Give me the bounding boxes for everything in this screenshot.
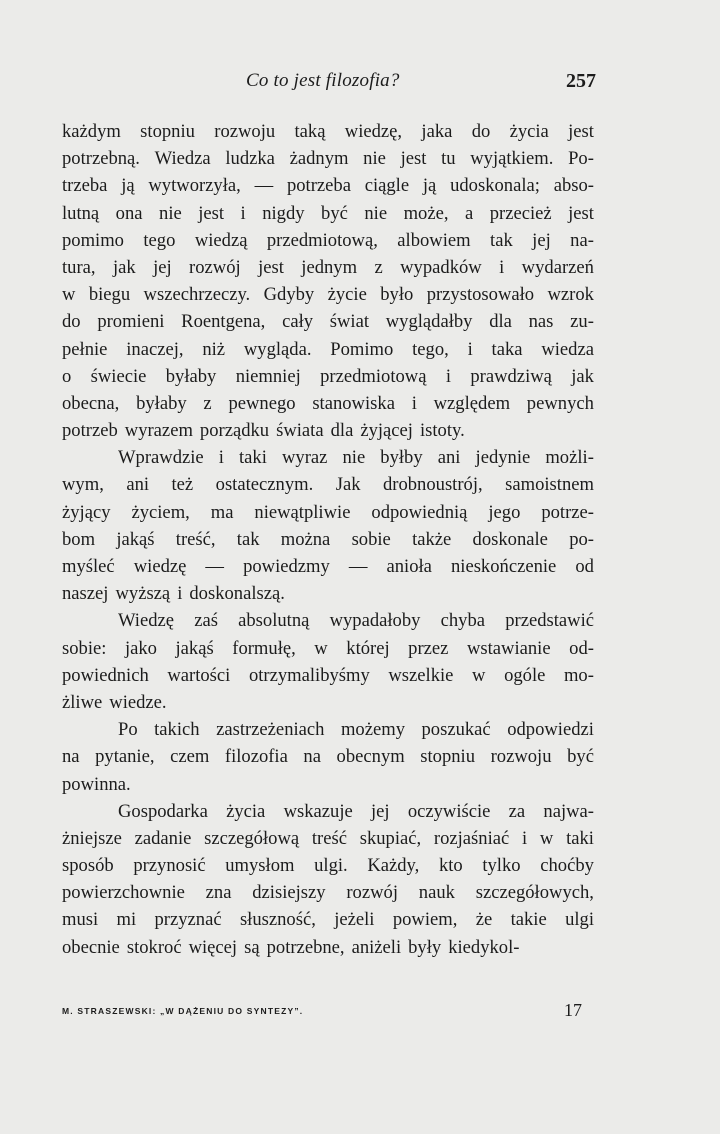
word: powierzchownie — [62, 882, 185, 904]
word: szczegółowych, — [475, 882, 594, 904]
word: niż — [202, 338, 226, 360]
word: powinna. — [62, 773, 131, 795]
word: przynosić — [133, 855, 206, 877]
word: w — [539, 827, 554, 849]
word: a — [464, 202, 474, 224]
word: przedmiotową, — [266, 229, 378, 251]
text-line — [62, 716, 594, 743]
text-line — [62, 662, 594, 689]
word: pomimo — [62, 229, 124, 251]
word: mo- — [563, 664, 594, 686]
word: odpowiedzi — [507, 719, 594, 741]
word: tego, — [412, 338, 449, 360]
word: otrzymalibyśmy — [248, 664, 370, 686]
word: samoistnem — [505, 474, 594, 496]
word: takie — [510, 909, 547, 931]
word: przedmiotową — [320, 365, 427, 387]
word: powiem, — [392, 909, 458, 931]
word: dla — [330, 420, 354, 442]
word: istoty. — [419, 420, 465, 442]
word: ciągle — [364, 175, 410, 197]
word: jest — [400, 148, 427, 170]
word: aniżeli — [351, 936, 402, 958]
word: wartości — [167, 664, 231, 686]
word: jego — [488, 501, 521, 523]
word: zastrzeżeniach — [216, 719, 325, 741]
word: wygląda. — [243, 338, 312, 360]
word: można — [280, 528, 331, 550]
word: wypadałoby — [329, 610, 421, 632]
paragraph — [62, 607, 594, 716]
word: takich — [154, 719, 200, 741]
word: dla — [489, 311, 512, 333]
word: w — [314, 637, 328, 659]
word: skupiać, — [359, 827, 422, 849]
word: jeżeli — [334, 909, 375, 931]
word: jaka — [421, 121, 453, 142]
word: Wiedza — [154, 148, 211, 170]
word: doskonalszą. — [189, 583, 285, 605]
word: oczywiście — [407, 800, 491, 822]
word: ogóle — [504, 664, 546, 686]
word: żadnym — [289, 148, 349, 170]
word: zadanie — [134, 827, 192, 849]
text-line — [62, 390, 594, 417]
word: odpowiednią — [371, 501, 468, 523]
word: być — [567, 746, 594, 768]
word: abso- — [553, 175, 594, 197]
text-line — [62, 580, 594, 607]
word: cały — [282, 311, 314, 333]
word: ani — [437, 447, 461, 469]
word: Wiedzę — [118, 610, 175, 632]
word: wyższą — [115, 583, 171, 605]
word: przecież — [489, 202, 552, 224]
word: Po — [118, 719, 138, 741]
word: Każdy, — [367, 855, 420, 877]
word: wytworzyła, — [148, 175, 241, 197]
page-footer — [62, 1000, 582, 1022]
word: może, — [403, 202, 449, 224]
word: lutną — [62, 202, 100, 224]
word: trzeba — [62, 175, 108, 197]
text-line — [62, 254, 594, 281]
word: byłby — [380, 447, 423, 469]
word: tura, — [62, 256, 96, 278]
word: stopniu — [140, 121, 195, 142]
word: stokroć — [126, 936, 182, 958]
word: wstawianie — [466, 637, 551, 659]
word: obecnym — [336, 746, 405, 768]
word: w — [472, 664, 486, 686]
word: ani — [126, 474, 150, 496]
word: ma — [210, 501, 234, 523]
word: od — [575, 556, 594, 577]
word: tego — [143, 229, 176, 251]
word: jakąś — [175, 637, 214, 659]
word: i — [467, 338, 473, 360]
word: jest — [568, 202, 594, 224]
word: są — [244, 936, 260, 958]
word: ostatecznym. — [215, 474, 314, 496]
word: — — [254, 175, 274, 197]
word: każdym — [62, 121, 121, 142]
word: wzrok — [547, 284, 594, 306]
word: rozwój — [189, 256, 241, 278]
word: żyjącej — [360, 420, 413, 442]
word: i — [445, 365, 451, 387]
text-line — [62, 852, 594, 879]
word: wszechrzeczy. — [143, 284, 251, 306]
word: treść — [311, 827, 347, 849]
word: drobnoustrój, — [382, 474, 483, 496]
word: przyznać — [154, 909, 222, 931]
word: kiedykol- — [448, 936, 520, 958]
text-line — [62, 771, 594, 798]
word: żniejsze — [62, 827, 122, 849]
word: i — [240, 202, 246, 224]
word: nie — [363, 148, 386, 170]
word: bom — [62, 528, 96, 550]
word: i — [499, 256, 505, 278]
word: myśleć — [62, 556, 115, 577]
word: Wprawdzie — [118, 447, 204, 469]
word: taka — [491, 338, 523, 360]
word: tak — [236, 528, 260, 550]
word: i — [218, 447, 224, 469]
word: sobie — [351, 528, 391, 550]
text-line — [62, 471, 594, 498]
text-line — [62, 281, 594, 308]
word: niewątpliwie — [254, 501, 351, 523]
word: pełnie — [62, 338, 108, 360]
word: nas — [528, 311, 554, 333]
word: zna — [205, 882, 232, 904]
word: życia — [509, 121, 549, 142]
text-line — [62, 526, 594, 553]
text-line — [62, 363, 594, 390]
text-line — [62, 172, 594, 199]
text-line — [62, 689, 594, 716]
word: absolutną — [238, 610, 310, 632]
word: albowiem — [397, 229, 471, 251]
word: ją — [121, 175, 135, 197]
word: możli- — [545, 447, 594, 469]
word: anioła — [386, 556, 432, 577]
word: też — [171, 474, 194, 496]
signature-mark: M. STRASZEWSKI: „W DĄŻENIU DO SYNTEZY”. — [62, 1006, 304, 1016]
word: pewnego — [228, 392, 296, 414]
word: wiedzę — [133, 556, 187, 577]
word: przez — [408, 637, 449, 659]
word: powiednich — [62, 664, 149, 686]
running-title: Co to jest filozofia? — [246, 70, 400, 91]
word: Gdyby — [263, 284, 315, 306]
word: zu- — [570, 311, 594, 333]
word: sobie: — [62, 637, 107, 659]
text-line — [62, 798, 594, 825]
word: obecnie — [62, 936, 120, 958]
word: jedynie — [475, 447, 531, 469]
word: świata — [276, 420, 324, 442]
word: tak — [490, 229, 513, 251]
word: niemniej — [235, 365, 301, 387]
word: ulgi. — [314, 855, 348, 877]
word: taki — [566, 827, 594, 849]
word: wiedze. — [109, 691, 167, 713]
body-text — [62, 118, 594, 961]
word: mi — [116, 909, 137, 931]
text-line — [62, 499, 594, 526]
word: promieni — [97, 311, 165, 333]
word: wskazuje — [283, 800, 353, 822]
text-line — [62, 825, 594, 852]
word: Po- — [568, 148, 594, 170]
word: z — [374, 256, 383, 278]
word: nigdy — [262, 202, 305, 224]
word: czem — [170, 746, 210, 768]
word: — — [205, 556, 225, 577]
word: wyraz — [281, 447, 328, 469]
word: tu — [441, 148, 456, 170]
word: rozjaśniać — [433, 827, 510, 849]
word: jest — [258, 256, 284, 278]
word: potrze- — [541, 501, 594, 523]
word: filozofia — [224, 746, 288, 768]
word: sposób — [62, 855, 114, 877]
word: doskonale — [472, 528, 548, 550]
paragraph — [62, 716, 594, 798]
word: życie — [327, 284, 367, 306]
sheet-number: 17 — [564, 1000, 582, 1020]
word: najwa- — [543, 800, 594, 822]
word: jej — [532, 229, 551, 251]
word: inaczej, — [126, 338, 184, 360]
word: do — [62, 311, 81, 333]
word: prawdziwą — [470, 365, 552, 387]
word: dzisiejszy — [252, 882, 326, 904]
word: tylko — [482, 855, 521, 877]
word: potrzebną. — [62, 148, 140, 170]
text-line — [62, 200, 594, 227]
word: jest — [568, 121, 594, 142]
word: o — [62, 365, 72, 387]
word: jak — [571, 365, 594, 387]
word: Jak — [335, 474, 361, 496]
word: w — [62, 284, 76, 306]
word: nie — [342, 447, 366, 469]
word: przedstawić — [505, 610, 594, 632]
word: powiedzmy — [243, 556, 330, 577]
word: stanowiska — [312, 392, 395, 414]
word: choćby — [540, 855, 594, 877]
word: wiedzą — [194, 229, 248, 251]
word: jest — [198, 202, 225, 224]
word: żyjący — [62, 501, 111, 523]
word: Pomimo — [330, 338, 394, 360]
word: potrzebne, — [266, 936, 345, 958]
word: nie — [159, 202, 182, 224]
word: taki — [239, 447, 267, 469]
text-line — [62, 444, 594, 471]
text-line — [62, 336, 594, 363]
text-line — [62, 906, 594, 933]
word: musi — [62, 909, 99, 931]
word: możemy — [340, 719, 405, 741]
word: po- — [569, 528, 594, 550]
word: ulgi — [565, 909, 594, 931]
word: nie — [364, 202, 388, 224]
word: wyrazem — [124, 420, 193, 442]
word: świecie — [90, 365, 147, 387]
word: z — [203, 392, 212, 414]
paragraph — [62, 118, 594, 444]
word: ona — [115, 202, 143, 224]
word: stopniu — [420, 746, 476, 768]
word: od- — [569, 637, 594, 659]
word: jako — [124, 637, 157, 659]
word: świat — [329, 311, 369, 333]
text-line — [62, 743, 594, 770]
word: Gospodarka — [118, 800, 208, 822]
word: naszej — [62, 583, 109, 605]
word: byłaby — [165, 365, 217, 387]
word: za — [508, 800, 526, 822]
word: było — [380, 284, 414, 306]
word: wiedza — [541, 338, 594, 360]
word: udoskonala; — [450, 175, 540, 197]
word: jakąś — [116, 528, 155, 550]
text-line — [62, 607, 594, 634]
word: której — [346, 637, 390, 659]
word: na- — [570, 229, 594, 251]
word: pytanie, — [95, 746, 155, 768]
word: kto — [438, 855, 463, 877]
word: chyba — [440, 610, 486, 632]
word: biegu — [88, 284, 131, 306]
word: były — [408, 936, 442, 958]
word: życia — [226, 800, 266, 822]
text-line — [62, 308, 594, 335]
word: wyglądałby — [385, 311, 473, 333]
word: wydarzeń — [521, 256, 594, 278]
word: wypadków — [400, 256, 482, 278]
text-line — [62, 118, 594, 145]
text-line — [62, 553, 594, 580]
word: treść, — [175, 528, 216, 550]
word: pewnych — [526, 392, 594, 414]
word: formułę, — [232, 637, 296, 659]
word: jej — [153, 256, 172, 278]
word: względem — [433, 392, 511, 414]
page-number: 257 — [566, 70, 596, 92]
word: rozwoju — [490, 746, 552, 768]
word: wym, — [62, 474, 104, 496]
word: zaś — [194, 610, 218, 632]
word: nauk — [418, 882, 455, 904]
word: wyjątkiem. — [470, 148, 554, 170]
page-header — [60, 70, 596, 96]
word: że — [475, 909, 493, 931]
word: porządku — [199, 420, 270, 442]
word: na — [303, 746, 321, 768]
word: życiem, — [131, 501, 190, 523]
word: słuszność, — [239, 909, 316, 931]
word: — — [348, 556, 368, 577]
word: żliwe — [62, 691, 103, 713]
word: przystosowało — [426, 284, 535, 306]
word: jak — [112, 256, 136, 278]
word: i — [522, 827, 528, 849]
word: jednym — [301, 256, 358, 278]
text-line — [62, 879, 594, 906]
word: szczegółową — [204, 827, 300, 849]
word: Roentgena, — [181, 311, 266, 333]
text-line — [62, 417, 594, 444]
text-line — [62, 934, 594, 961]
paragraph — [62, 444, 594, 607]
word: umysłom — [225, 855, 295, 877]
word: wszelkie — [388, 664, 454, 686]
word: potrzeb — [62, 420, 118, 442]
word: także — [412, 528, 452, 550]
word: ludzka — [225, 148, 275, 170]
word: byłaby — [136, 392, 187, 414]
text-line — [62, 227, 594, 254]
word: poszukać — [421, 719, 491, 741]
word: i — [177, 583, 183, 605]
word: na — [62, 746, 80, 768]
text-line — [62, 635, 594, 662]
word: być — [321, 202, 348, 224]
text-line — [62, 145, 594, 172]
paragraph — [62, 798, 594, 961]
word: rozwoju — [214, 121, 276, 142]
word: do — [471, 121, 491, 142]
word: i — [411, 392, 417, 414]
word: obecna, — [62, 392, 120, 414]
word: jej — [370, 800, 390, 822]
word: nieskończenie — [450, 556, 557, 577]
word: więcej — [188, 936, 238, 958]
word: taką — [294, 121, 326, 142]
word: rozwój — [346, 882, 398, 904]
word: potrzeba — [286, 175, 351, 197]
word: ją — [422, 175, 437, 197]
word: wiedzę, — [344, 121, 403, 142]
